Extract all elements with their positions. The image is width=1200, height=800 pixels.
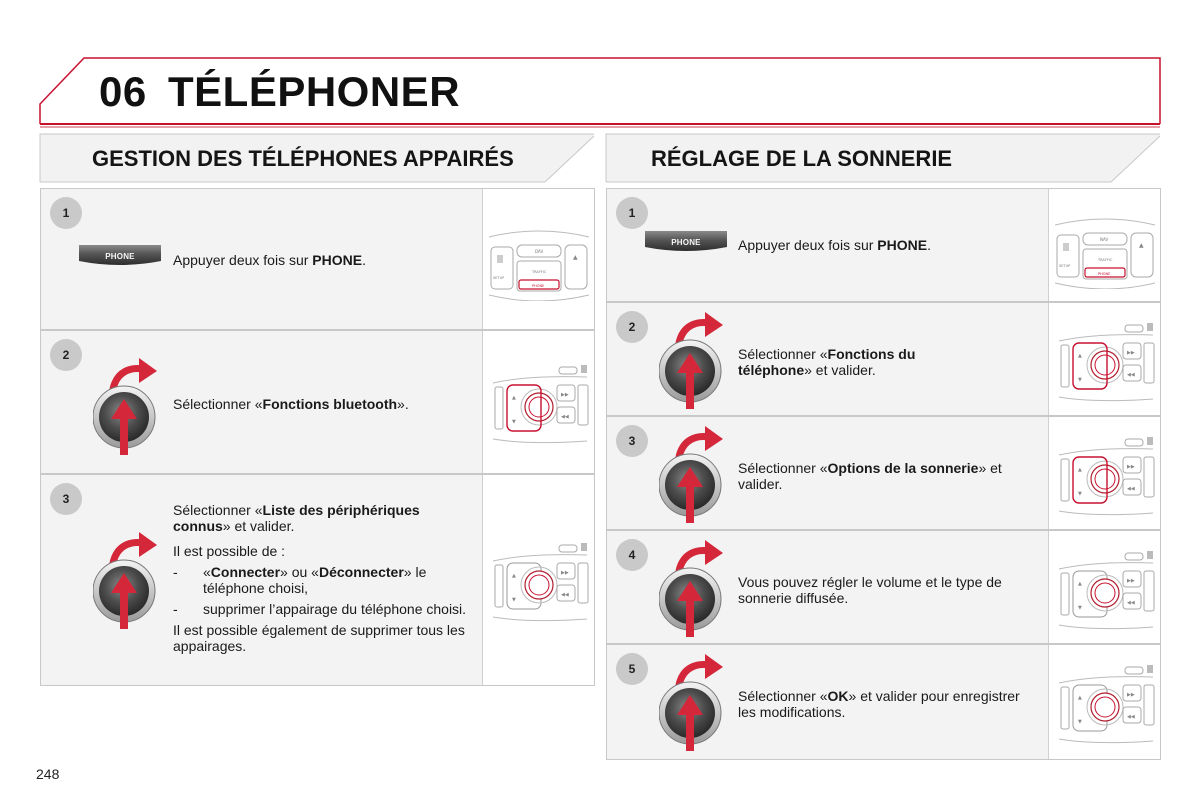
step-number-badge: 3 <box>50 483 82 515</box>
console-thumbnail-image <box>489 217 589 301</box>
step-number-badge: 1 <box>616 197 648 229</box>
step-text <box>738 237 1028 253</box>
console-thumbnail-cell <box>482 331 594 473</box>
left-step-2 <box>40 330 595 474</box>
step-text-part: Appuyer deux fois sur <box>173 252 313 268</box>
left-step-3 <box>40 474 595 686</box>
step-number-badge: 3 <box>616 425 648 457</box>
step-text-part: Sélectionner « <box>738 460 828 476</box>
step-text-part: Appuyer deux fois sur <box>738 237 878 253</box>
svg-text:TRAFFIC: TRAFFIC <box>1098 258 1113 262</box>
rotary-knob-rotate-and-press-icon <box>659 653 725 753</box>
step-text-part: » et valider pour enregistrer les modifications. <box>738 688 1020 720</box>
phone-button-label: PHONE <box>671 238 701 247</box>
right-step-3 <box>606 416 1161 530</box>
step-text-bold: Options de la sonnerie <box>827 460 979 476</box>
console-thumbnail-cell <box>1048 303 1160 415</box>
step-number-badge: 4 <box>616 539 648 571</box>
step-text-part: » le téléphone choisi, <box>203 564 427 596</box>
step-text-part: » et valider. <box>804 362 876 378</box>
step-text-bold: Liste des périphériques connus <box>173 502 420 534</box>
right-step-4 <box>606 530 1161 644</box>
step-text <box>173 396 473 412</box>
phone-button-label: PHONE <box>105 252 135 261</box>
svg-text:SETUP: SETUP <box>1059 264 1071 268</box>
step-text-bold: Connecter <box>210 564 281 580</box>
options-list <box>173 564 468 617</box>
step-paragraph: Il est possible également de supprimer tous les appairages. <box>173 622 465 654</box>
phone-button-icon <box>79 245 161 269</box>
rotary-knob-rotate-and-press-icon <box>659 311 725 411</box>
console-thumbnail-image <box>1055 319 1155 403</box>
step-number-badge: 5 <box>616 653 648 685</box>
step-text-part: « <box>203 564 211 580</box>
step-text <box>173 252 463 268</box>
page-number: 248 <box>36 766 60 782</box>
right-step-5 <box>606 644 1161 760</box>
step-text <box>738 688 1038 720</box>
step-text <box>173 502 468 663</box>
right-step-2 <box>606 302 1161 416</box>
step-number-badge: 1 <box>50 197 82 229</box>
step-text-part: » ou « <box>280 564 319 580</box>
step-text-bold: PHONE <box>877 237 928 253</box>
step-text-part: Sélectionner « <box>173 396 263 412</box>
right-step-1 <box>606 188 1161 302</box>
step-paragraph: Il est possible de : <box>173 543 286 559</box>
console-thumbnail-image <box>489 539 589 623</box>
step-text-part: Sélectionner « <box>738 688 828 704</box>
svg-text:PHONE: PHONE <box>1098 272 1111 276</box>
svg-text:DAV: DAV <box>535 249 544 254</box>
svg-text:SETUP: SETUP <box>493 276 505 280</box>
step-text-part: » et valider. <box>738 460 1002 492</box>
svg-text:NAV: NAV <box>1100 237 1109 242</box>
step-text-bold: Déconnecter <box>318 564 404 580</box>
chapter-title: TÉLÉPHONER <box>168 68 461 115</box>
console-thumbnail-image <box>489 361 589 445</box>
rotary-knob-rotate-and-press-icon <box>93 531 159 631</box>
step-text-part: Sélectionner « <box>173 502 263 518</box>
console-thumbnail-cell <box>1048 531 1160 643</box>
step-text <box>738 346 968 378</box>
console-thumbnail-image <box>1055 205 1155 289</box>
step-text-bold: Fonctions bluetooth <box>262 396 398 412</box>
console-thumbnail-cell <box>482 189 594 329</box>
console-thumbnail-cell <box>1048 189 1160 301</box>
step-text <box>738 460 1038 492</box>
step-text-bold: OK <box>827 688 849 704</box>
console-thumbnail-image <box>1055 661 1155 745</box>
step-text-bold: Fonctions du téléphone <box>738 346 916 378</box>
step-text-bold: PHONE <box>312 252 363 268</box>
chapter-number: 06 <box>99 68 147 115</box>
left-section-title: GESTION DES TÉLÉPHONES APPAIRÉS <box>92 146 514 171</box>
step-text-part: . <box>362 252 366 268</box>
left-step-1 <box>40 188 595 330</box>
svg-text:PHONE: PHONE <box>532 284 545 288</box>
list-item: - supprimer l’appairage du téléphone choisi. <box>173 601 468 617</box>
console-thumbnail-image <box>1055 433 1155 517</box>
list-item <box>173 564 468 596</box>
step-text: Vous pouvez régler le volume et le type de sonnerie diffusée. <box>738 574 1002 606</box>
phone-button-icon <box>645 231 727 255</box>
step-text-part: Sélectionner « <box>738 346 828 362</box>
step-text-part: ». <box>397 396 409 412</box>
console-thumbnail-cell <box>1048 645 1160 759</box>
console-thumbnail-cell <box>482 475 594 685</box>
step-paragraph <box>173 502 468 534</box>
right-section-title: RÉGLAGE DE LA SONNERIE <box>651 146 953 171</box>
step-text-part: » et valider. <box>222 518 295 534</box>
console-thumbnail-cell <box>1048 417 1160 529</box>
rotary-knob-rotate-and-press-icon <box>659 425 725 525</box>
rotary-knob-rotate-and-press-icon <box>659 539 725 639</box>
step-number-badge: 2 <box>50 339 82 371</box>
step-text-part: . <box>927 237 931 253</box>
rotary-knob-rotate-and-press-icon <box>93 357 159 457</box>
step-number-badge: 2 <box>616 311 648 343</box>
svg-text:TRAFFIC: TRAFFIC <box>532 270 547 274</box>
console-thumbnail-image <box>1055 547 1155 631</box>
